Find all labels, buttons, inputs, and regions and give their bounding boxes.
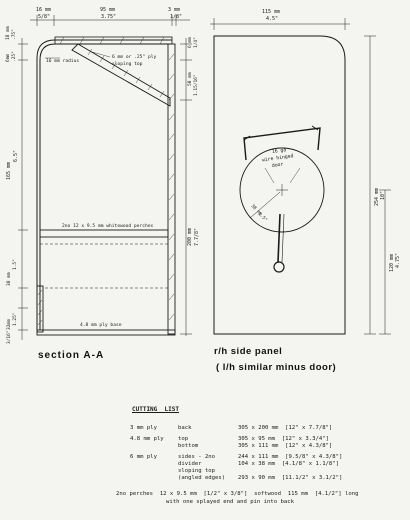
cutting-row-size: 293 x 90 mm [11.1/2" x 3.1/2"]: [238, 475, 343, 481]
cutting-list-perches-line1: 2no perches 12 x 9.5 mm [1/2" x 3/8"] softwood 115 mm [4.1/2"] long: [116, 491, 359, 497]
panel-dim-120-in: 4.75": [395, 252, 401, 268]
cutting-row-size: 305 x 200 mm [12" x 7.7/8"]: [238, 425, 333, 431]
dim-right-200-in: 7.7/8": [194, 227, 200, 246]
cutting-row-part: back: [178, 425, 192, 431]
panel-dim-top-in: 4.5": [266, 16, 279, 22]
dim-left-18-in: .75": [12, 29, 17, 40]
dim-right-top-in: 1/4": [194, 37, 199, 48]
dim-left-bot-in: 1.25": [13, 312, 18, 326]
door-note-line3: door: [271, 162, 284, 170]
dim-right-50-mm: 50 mm: [188, 72, 193, 86]
dim-top-mid-mm: 95 mm: [100, 7, 116, 13]
dim-left-38-in: 1.5": [13, 259, 18, 270]
dim-right-top-mm: 6 mm: [188, 37, 193, 48]
section-hatching: [38, 37, 174, 325]
dim-left-top-mm: 6mm: [6, 53, 11, 62]
note-ply-line2: sloping top: [112, 62, 143, 67]
dim-right-200-mm: 200 mm: [187, 227, 193, 246]
cutting-list-title: CUTTING LIST: [132, 406, 179, 413]
cutting-row-part: top: [178, 436, 189, 442]
cutting-row-size: 305 x 111 mm [12" x 4.3/8"]: [238, 443, 333, 449]
panel-dim-120-mm: 120 mm: [389, 253, 395, 272]
cutting-row-material: 3 mm ply: [130, 425, 157, 431]
dim-left-38-mm: 38 mm: [7, 272, 12, 286]
note-ply-line1: 6 mm or .25" ply: [112, 55, 157, 60]
dim-left-bot-mm: 32mm: [7, 319, 12, 330]
dim-right-50-in: 1.15/16": [194, 74, 199, 96]
dim-top-right-mm: 3 mm: [168, 7, 181, 13]
cutting-row-material: 6 mm ply: [130, 454, 157, 460]
dim-left-165-mm: 165 mm: [6, 161, 12, 180]
cutting-row-part: sides - 2no: [178, 454, 216, 460]
cutting-row-part: bottom: [178, 443, 199, 449]
panel-caption-line2: ( l/h similar minus door): [216, 362, 337, 373]
panel-dim-38-mm: 38 mm: [249, 203, 263, 217]
cutting-row-part: sloping top: [178, 468, 216, 474]
cutting-row-part: (angled edges): [178, 475, 226, 481]
cutting-row-size: 104 x 38 mm [4.1/8" x 1.1/8"]: [238, 461, 340, 467]
dim-top-left-in: 5/8": [38, 14, 51, 20]
dim-left-18-mm: 18 mm: [6, 26, 11, 40]
side-panel-drawing: [210, 18, 391, 334]
note-base: 4.8 mm ply base: [80, 323, 122, 328]
section-caption: section A-A: [38, 350, 105, 361]
note-perches: 2no 12 x 9.5 mm whitewood perches: [62, 224, 154, 229]
door-note-line2: wire hinged: [261, 154, 294, 164]
cutting-row-size: 244 x 111 mm [9.5/8" x 4.3/8"]: [238, 454, 343, 460]
dim-top-right-in: 1/8": [170, 14, 183, 20]
panel-dim-15-in: 1.5": [256, 211, 268, 224]
dim-left-top-in: .25": [12, 51, 17, 62]
cutting-row-size: 305 x 95 mm [12" x 3.3/4"]: [238, 436, 329, 442]
panel-dim-top-mm: 115 mm: [262, 9, 281, 15]
panel-dim-254-mm: 254 mm: [374, 187, 380, 206]
section-left-dimension: [18, 38, 28, 340]
section-text: [5, 7, 200, 361]
dim-top-left-mm: 16 mm: [36, 7, 52, 13]
dim-top-mid-in: 3.75": [101, 14, 117, 20]
cutting-list-perches-line2: with one splayed end and pin into back: [166, 499, 294, 505]
dim-left-frac: 3/16": [7, 330, 12, 344]
cutting-row-material: 4.8 mm ply: [130, 436, 164, 442]
panel-caption-line1: r/h side panel: [214, 346, 283, 357]
cutting-row-part: divider: [178, 461, 202, 467]
dim-left-165-in: 6.5": [13, 149, 19, 162]
note-radius: 16 mm radius: [46, 59, 80, 64]
side-panel-text: [214, 9, 401, 373]
door-note-line1: 16 ga: [271, 148, 287, 156]
panel-dim-254-in: 10": [380, 190, 386, 200]
